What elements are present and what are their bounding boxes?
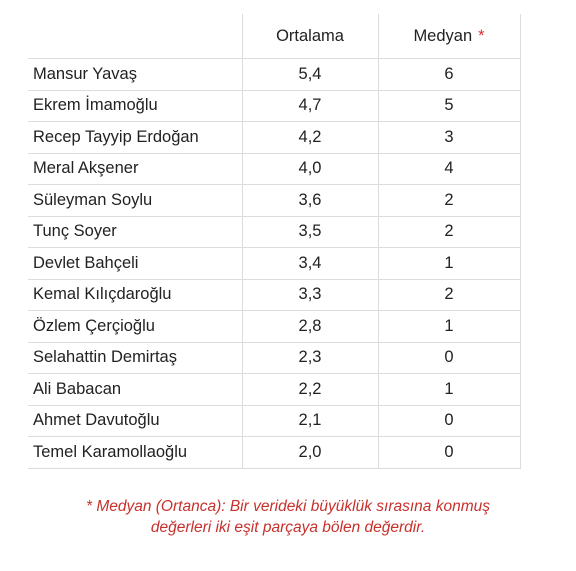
politician-name: Ahmet Davutoğlu bbox=[28, 405, 242, 437]
median-value: 5 bbox=[378, 90, 520, 122]
header-average: Ortalama bbox=[242, 14, 378, 59]
header-median: Medyan bbox=[413, 26, 473, 45]
median-value: 1 bbox=[378, 374, 520, 406]
politician-name: Özlem Çerçioğlu bbox=[28, 311, 242, 343]
median-value: 4 bbox=[378, 153, 520, 185]
table-row bbox=[28, 405, 520, 437]
median-value: 0 bbox=[378, 405, 520, 437]
table-row bbox=[28, 90, 520, 122]
median-footnote bbox=[0, 496, 576, 538]
table-row bbox=[28, 437, 520, 469]
table-row bbox=[28, 374, 520, 406]
politician-name: Selahattin Demirtaş bbox=[28, 342, 242, 374]
average-value: 3,4 bbox=[242, 248, 378, 280]
median-value: 2 bbox=[378, 216, 520, 248]
average-value: 4,0 bbox=[242, 153, 378, 185]
median-value: 3 bbox=[378, 122, 520, 154]
median-value: 0 bbox=[378, 342, 520, 374]
footnote-line-2: değerleri iki eşit parçaya bölen değerdir. bbox=[150, 519, 426, 536]
average-value: 3,5 bbox=[242, 216, 378, 248]
average-value: 2,3 bbox=[242, 342, 378, 374]
table-row bbox=[28, 153, 520, 185]
average-value: 2,0 bbox=[242, 437, 378, 469]
average-value: 5,4 bbox=[242, 59, 378, 91]
header-name bbox=[28, 14, 242, 59]
politician-name: Temel Karamollaoğlu bbox=[28, 437, 242, 469]
average-value: 3,3 bbox=[242, 279, 378, 311]
table-row bbox=[28, 311, 520, 343]
politician-name: Ali Babacan bbox=[28, 374, 242, 406]
ratings-table bbox=[28, 14, 521, 469]
median-value: 2 bbox=[378, 185, 520, 217]
average-value: 2,1 bbox=[242, 405, 378, 437]
average-value: 4,2 bbox=[242, 122, 378, 154]
header-median-asterisk: * bbox=[478, 26, 485, 45]
politician-name: Kemal Kılıçdaroğlu bbox=[28, 279, 242, 311]
table-header-row bbox=[28, 14, 520, 59]
table-row bbox=[28, 122, 520, 154]
table-row bbox=[28, 248, 520, 280]
politician-name: Ekrem İmamoğlu bbox=[28, 90, 242, 122]
politician-name: Meral Akşener bbox=[28, 153, 242, 185]
politician-name: Süleyman Soylu bbox=[28, 185, 242, 217]
table-row bbox=[28, 342, 520, 374]
average-value: 2,2 bbox=[242, 374, 378, 406]
footnote-line-1: * Medyan (Ortanca): Bir verideki büyüklük sırasına konmuş bbox=[85, 498, 491, 515]
table-row bbox=[28, 216, 520, 248]
politician-name: Tunç Soyer bbox=[28, 216, 242, 248]
ratings-table-container bbox=[28, 14, 520, 469]
table-row bbox=[28, 279, 520, 311]
median-value: 6 bbox=[378, 59, 520, 91]
table-body bbox=[28, 59, 520, 469]
median-value: 1 bbox=[378, 311, 520, 343]
median-value: 2 bbox=[378, 279, 520, 311]
politician-name: Devlet Bahçeli bbox=[28, 248, 242, 280]
average-value: 3,6 bbox=[242, 185, 378, 217]
median-value: 1 bbox=[378, 248, 520, 280]
median-value: 0 bbox=[378, 437, 520, 469]
table-row bbox=[28, 59, 520, 91]
politician-name: Recep Tayyip Erdoğan bbox=[28, 122, 242, 154]
average-value: 4,7 bbox=[242, 90, 378, 122]
table-row bbox=[28, 185, 520, 217]
average-value: 2,8 bbox=[242, 311, 378, 343]
politician-name: Mansur Yavaş bbox=[28, 59, 242, 91]
header-median-cell bbox=[378, 14, 520, 59]
